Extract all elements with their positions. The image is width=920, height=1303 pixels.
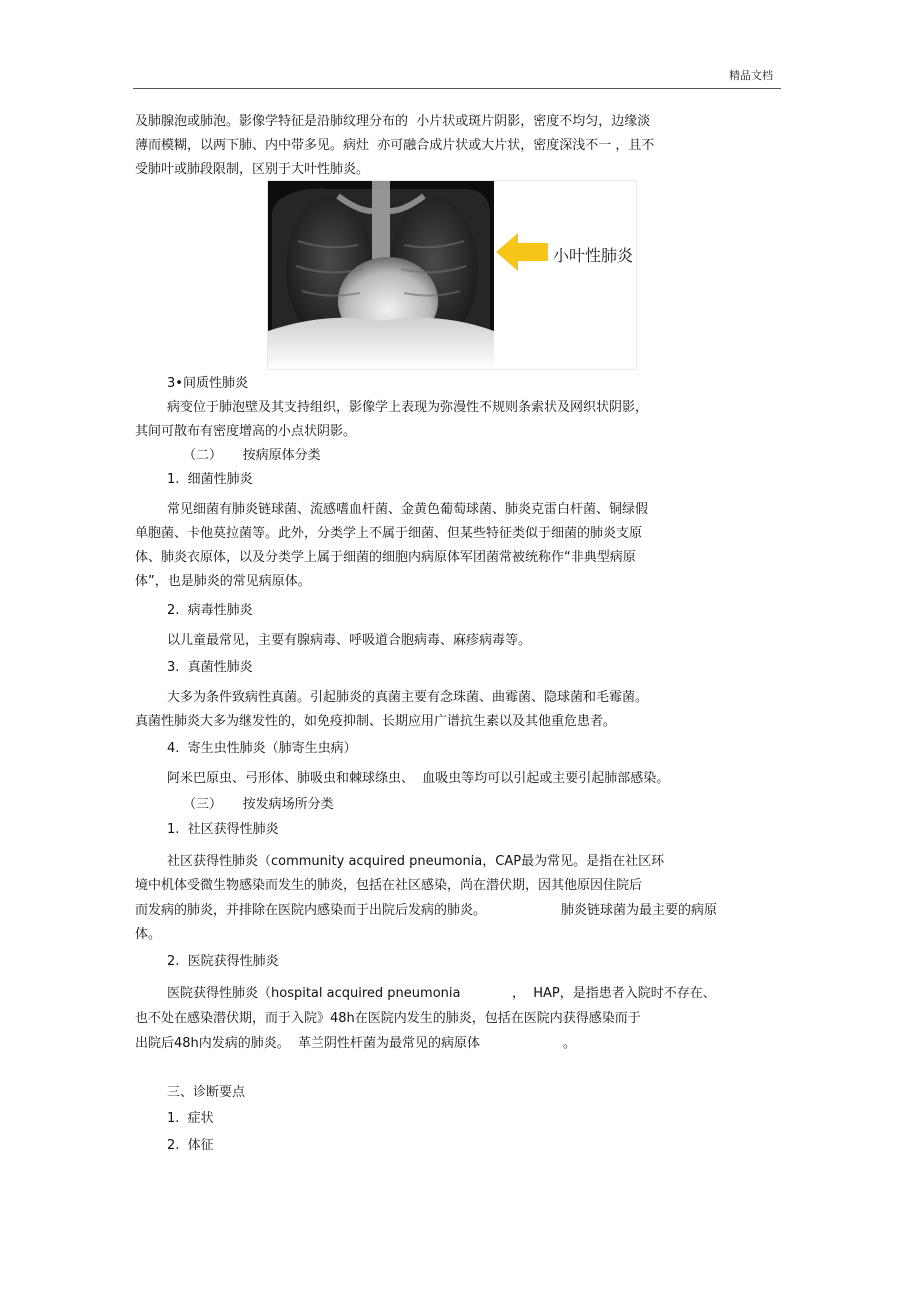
section-heading: 2. 医院获得性肺炎 [167, 954, 279, 969]
header-divider [133, 88, 781, 89]
text-line: 薄而模糊，以两下肺、内中带多见。病灶 亦可融合成片状或大片状，密度深浅不一 ，且不 [135, 138, 655, 153]
section-heading: 1. 细菌性肺炎 [167, 472, 253, 487]
section-heading: 1. 社区获得性肺炎 [167, 822, 279, 837]
chest-xray-image [268, 181, 494, 369]
text-line: 体。 [135, 927, 162, 942]
arrow-icon [496, 233, 548, 271]
text-line: ， HAP，是指患者入院时不存在、 [512, 986, 716, 1001]
section-heading: 3. 真菌性肺炎 [167, 660, 253, 675]
text-line: 出院后48h内发病的肺炎。 革兰阴性杆菌为最常见的病原体 [135, 1036, 481, 1051]
section-heading: 2. 体征 [167, 1138, 214, 1153]
text-line: 境中机体受微生物感染而发生的肺炎，包括在社区感染，尚在潜伏期，因其他原因住院后 [135, 878, 643, 893]
text-line: 受肺叶或肺段限制，区别于大叶性肺炎。 [135, 162, 370, 177]
text-line: 也不处在感染潜伏期，而于入院》48h在医院内发生的肺炎，包括在医院内获得感染而于 [135, 1011, 641, 1026]
text-line: 常见细菌有肺炎链球菌、流感嗜血杆菌、金黄色葡萄球菌、肺炎克雷白杆菌、铜绿假 [167, 502, 649, 517]
section-heading: （三） 按发病场所分类 [183, 797, 334, 812]
text-line: 社区获得性肺炎（community acquired pneumonia，CAP最为常见。是指在社区环 [167, 854, 665, 869]
page-header: 精品文档 [729, 69, 773, 82]
text-line: 真菌性肺炎大多为继发性的，如免疫抑制、长期应用广谱抗生素以及其他重危患者。 [135, 714, 617, 729]
section-heading: 2. 病毒性肺炎 [167, 603, 253, 618]
text-line: 以儿童最常见，主要有腺病毒、呼吸道合胞病毒、麻疹病毒等。 [167, 633, 532, 648]
section-heading: 1. 症状 [167, 1111, 214, 1126]
text-line: 体”，也是肺炎的常见病原体。 [135, 574, 311, 589]
section-heading: 4. 寄生虫性肺炎（肺寄生虫病） [167, 741, 357, 756]
text-line: 单胞菌、卡他莫拉菌等。此外，分类学上不属于细菌、但某些特征类似于细菌的肺炎支原 [135, 526, 643, 541]
section-heading: 三、诊断要点 [167, 1085, 246, 1100]
section-heading: 3•间质性肺炎 [167, 376, 248, 391]
text-line: 肺炎链球菌为最主要的病原 [561, 903, 718, 918]
text-line: 而发病的肺炎，并排除在医院内感染而于出院后发病的肺炎。 [135, 903, 487, 918]
text-line: 其间可散布有密度增高的小点状阴影。 [135, 424, 357, 439]
text-line: 大多为条件致病性真菌。引起肺炎的真菌主要有念珠菌、曲霉菌、隐球菌和毛霉菌。 [167, 690, 649, 705]
section-heading: （二） 按病原体分类 [183, 448, 321, 463]
chest-xray-figure [267, 180, 637, 370]
text-line: 体、肺炎衣原体，以及分类学上属于细菌的细胞内病原体军团菌常被统称作“非典型病原 [135, 550, 636, 565]
text-line: 病变位于肺泡壁及其支持组织，影像学上表现为弥漫性不规则条索状及网织状阴影， [167, 400, 649, 415]
text-line: 阿米巴原虫、弓形体、肺吸虫和棘球绦虫、 血吸虫等均可以引起或主要引起肺部感染。 [167, 771, 670, 786]
text-line: 及肺腺泡或肺泡。影像学特征是沿肺纹理分布的 小片状或斑片阴影，密度不均匀，边缘淡 [135, 114, 651, 129]
figure-caption: 小叶性肺炎 [553, 246, 634, 265]
text-line: 医院获得性肺炎（hospital acquired pneumonia [167, 986, 461, 1001]
text-line: 。 [563, 1036, 577, 1051]
